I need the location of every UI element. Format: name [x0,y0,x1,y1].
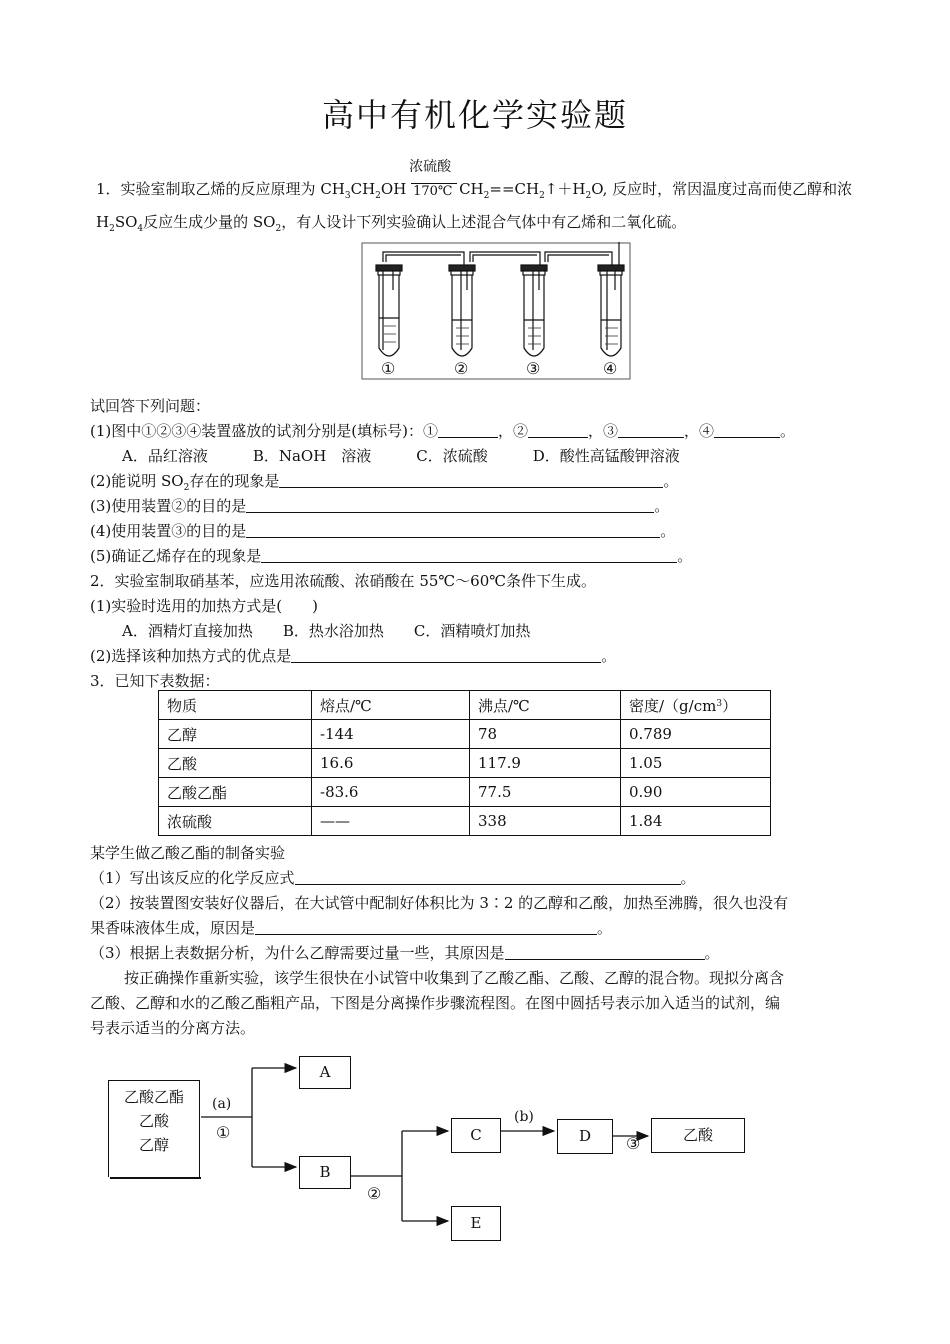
q1-part2: (2)能说明 $SO_2$存在的现象是 。 [90,472,679,493]
reaction-condition: 浓硫酸 170℃ [411,174,459,194]
answer-blank-2[interactable] [528,422,588,438]
table-header-cell: 熔点/℃ [312,691,470,720]
table-row [159,778,771,807]
answer-blank-1[interactable] [438,422,498,438]
box-a: A [299,1056,351,1089]
q3-paragraph-line3: 号表示适当的分离方法。 [90,1019,256,1037]
answer-blank-so2[interactable] [279,472,663,488]
q1-line1: 1．实验室制取乙烯的反应原理为 $CH_3CH_2OH$ 浓硫酸 170℃ $CH_2==CH_2↑+H_2O$, 反应时，常因温度过高而使乙醇和浓 [96,159,853,201]
answer-blank-4[interactable] [714,422,780,438]
q2-line: 2．实验室制取硝基苯，应选用浓硫酸、浓硝酸在 55℃～60℃条件下生成。 [90,572,597,590]
reagent-b-label: (b) [514,1109,534,1125]
q1-line2: $H_2SO_4$反应生成少量的 $SO_2$，有人设计下列实验确认上述混合气体中有乙烯和二氧化硫。 [96,213,687,234]
table-cell: 0.90 [621,778,771,807]
table-header-cell: 密度$/(g/cm^3)$ [621,691,771,720]
reagent-a-label: (a) [212,1096,232,1112]
box-d: D [557,1119,613,1154]
answer-blank-equation[interactable] [295,869,681,885]
table-cell: -144 [312,720,470,749]
table-header-row [159,691,771,720]
q1-part3: (3)使用装置②的目的是 。 [90,497,670,515]
box-c: C [451,1118,501,1153]
q3-intro: 某学生做乙酸乙酯的制备实验 [90,844,286,862]
table-cell: 78 [470,720,621,749]
answer-blank-device2[interactable] [246,497,654,513]
q3-part1: （1）写出该反应的化学反应式 。 [90,869,696,887]
tube-label-2: ② [454,359,469,378]
tube-label-4: ④ [603,359,618,378]
mixture-acid: 乙酸 [138,1112,169,1130]
table-header-cell: 沸点/℃ [470,691,621,720]
box-e: E [451,1206,501,1241]
answer-blank-excess[interactable] [505,944,705,960]
answer-blank-ethylene[interactable] [261,547,677,563]
data-table [158,690,771,836]
q1-part4: (4)使用装置③的目的是 。 [90,522,676,540]
tube-label-1: ① [381,359,396,378]
step2-label: ② [367,1184,382,1203]
mixture-box [108,1080,200,1177]
page-title: 高中有机化学实验题 [321,96,628,134]
table-row [159,807,771,836]
table-header-cell: 物质 [159,691,312,720]
mixture-ester: 乙酸乙酯 [123,1088,184,1106]
table-cell: 117.9 [470,749,621,778]
q3-part3: （3）根据上表数据分析，为什么乙醇需要过量一些，其原因是 。 [90,944,720,962]
table-row [159,720,771,749]
table-cell: 乙醇 [159,720,312,749]
mixture-alcohol: 乙醇 [138,1136,169,1154]
table-row [159,749,771,778]
q1-options: A．品红溶液 B．NaOH 溶液 C．浓硫酸 D．酸性高锰酸钾溶液 [122,447,680,465]
table-cell: 1.05 [621,749,771,778]
q2-part2: (2)选择该种加热方式的优点是 。 [90,647,617,665]
q3-part2-line2: 果香味液体生成，原因是 。 [90,919,613,937]
answer-blank-device3[interactable] [246,522,660,538]
q1-part5: (5)确证乙烯存在的现象是 。 [90,547,693,565]
q2-options: A．酒精灯直接加热 B．热水浴加热 C．酒精喷灯加热 [122,622,531,640]
table-cell: 0.789 [621,720,771,749]
box-b: B [299,1156,351,1189]
table-cell: 16.6 [312,749,470,778]
box-acetic-acid: 乙酸 [651,1118,745,1153]
tube-label-3: ③ [526,359,541,378]
table-cell: —— [312,807,470,836]
q2-part1: (1)实验时选用的加热方式是( ) [90,597,318,615]
q3-part2-line1: （2）按装置图安装好仪器后，在大试管中配制好体积比为 3∶2 的乙醇和乙酸，加热至沸腾，很久也没有 [90,894,789,912]
table-cell: -83.6 [312,778,470,807]
table-cell: 77.5 [470,778,621,807]
table-cell: 乙酸乙酯 [159,778,312,807]
table-cell: 338 [470,807,621,836]
q3-paragraph-line1: 按正确操作重新实验，该学生很快在小试管中收集到了乙酸乙酯、乙酸、乙醇的混合物。现拟分离含 [124,969,785,987]
answer-blank-heating[interactable] [291,647,601,663]
answer-blank-3[interactable] [618,422,684,438]
q1-prompt: 试回答下列问题： [90,397,211,415]
q1-part1: (1)图中①②③④装置盛放的试剂分别是(填标号)：① ，② ，③ ，④ 。 [90,422,796,440]
step1-label: ① [216,1123,231,1142]
q3-paragraph-line2: 乙酸、乙醇和水的乙酸乙酯粗产品，下图是分离操作步骤流程图。在图中圆括号表示加入适当的试剂，编 [90,994,781,1012]
answer-blank-reason[interactable] [255,919,597,935]
table-cell: 1.84 [621,807,771,836]
q3-line: 3．已知下表数据： [90,672,220,690]
step3-label: ③ [626,1134,641,1153]
table-cell: 浓硫酸 [159,807,312,836]
table-cell: 乙酸 [159,749,312,778]
